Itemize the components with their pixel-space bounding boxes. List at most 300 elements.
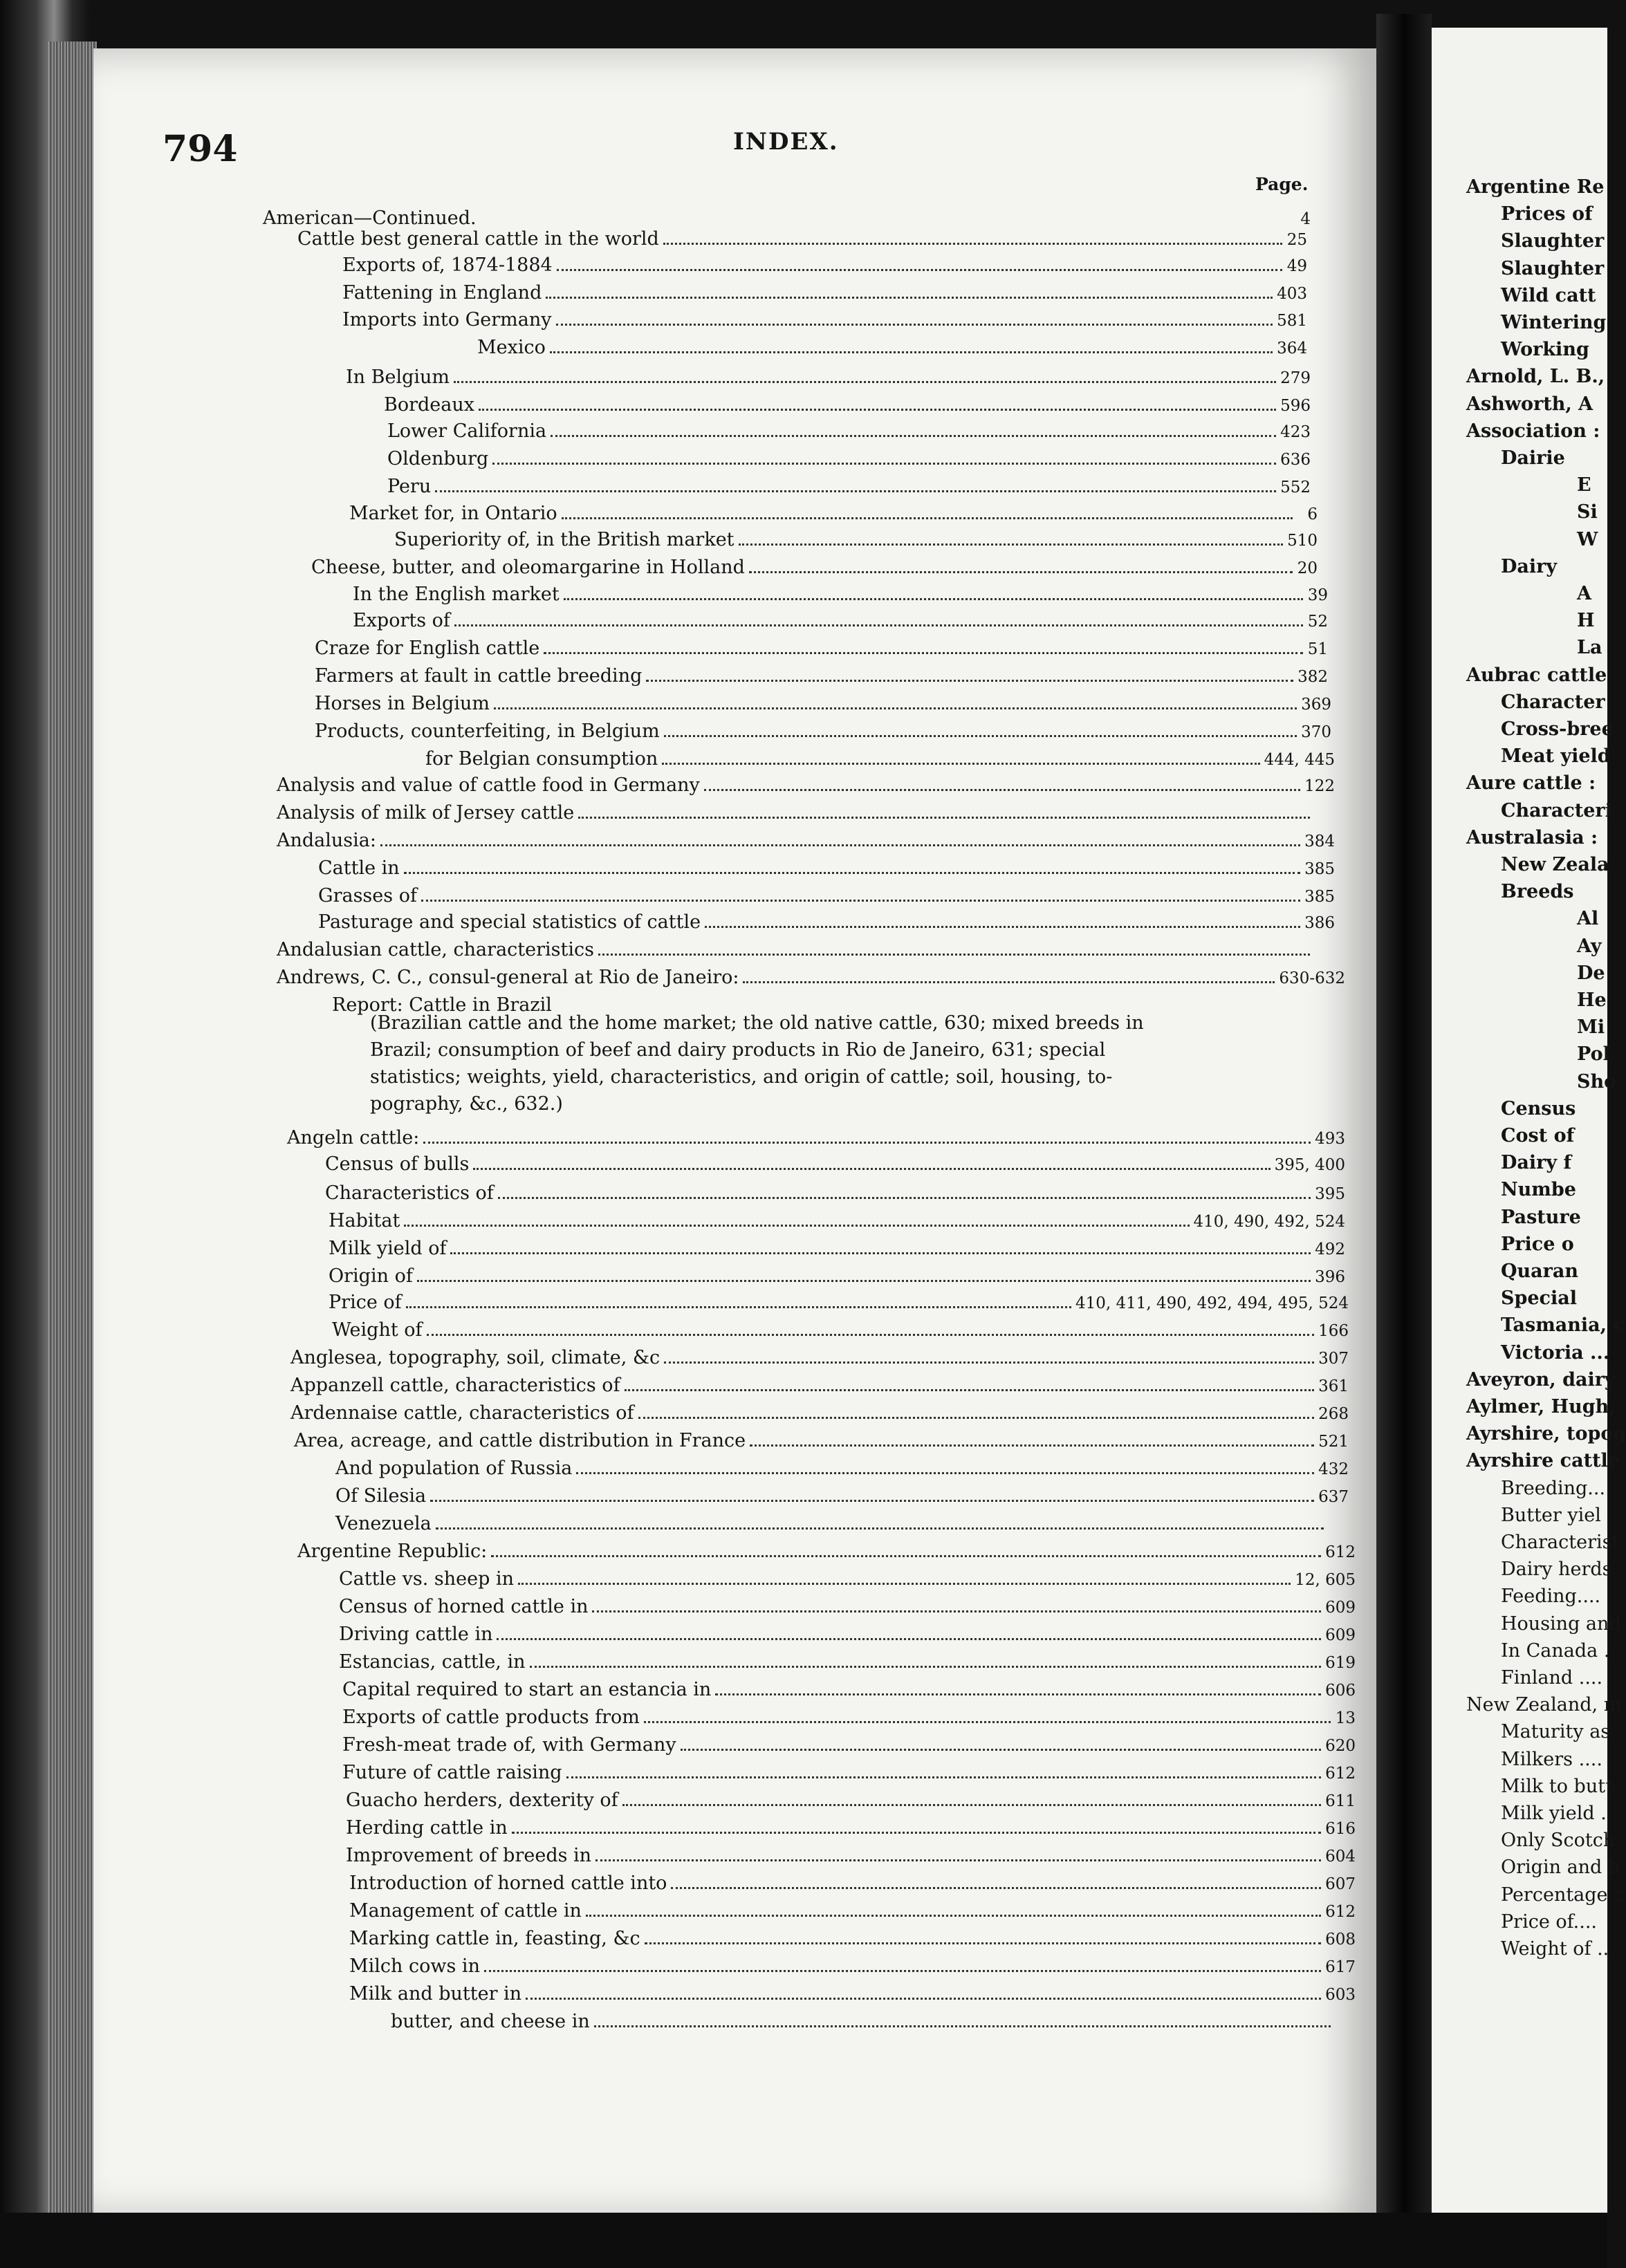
leader-dots: [595, 1848, 1321, 1861]
index-entry: [349, 1872, 1356, 1896]
index-entry-label: Herding cattle in: [346, 1817, 508, 1839]
index-entry-label: Characteristics of: [325, 1182, 494, 1204]
index-entry-label: Anglesea, topography, soil, climate, &c: [290, 1347, 660, 1368]
right-page-entry: La: [1577, 637, 1602, 659]
right-page-entry: Price o: [1501, 1233, 1574, 1255]
index-entry-label: butter, and cheese in: [391, 2011, 590, 2032]
index-entry-label: Superiority of, in the British market: [394, 529, 735, 550]
leader-dots: [497, 1627, 1321, 1640]
leader-dots: [526, 1987, 1321, 2000]
index-entry-label: Andalusia:: [277, 830, 376, 851]
index-entry-page: 369: [1301, 696, 1331, 714]
leader-dots: [586, 1904, 1321, 1917]
right-page-entry: Characterist: [1501, 1532, 1620, 1553]
index-entry-page: 410, 490, 492, 524: [1193, 1213, 1345, 1231]
index-entry-page: 609: [1325, 1626, 1356, 1644]
index-entry: [294, 1430, 1349, 1453]
leader-dots: [430, 1489, 1314, 1502]
index-entry-page: 307: [1318, 1350, 1349, 1368]
leader-dots: [494, 696, 1297, 709]
index-entry-label: Grasses of: [318, 885, 417, 907]
index-entry-page: 611: [1325, 1792, 1356, 1810]
index-entry-page: 410, 411, 490, 492, 494, 495, 524: [1075, 1294, 1349, 1312]
index-entry: [425, 748, 1335, 772]
index-entry: [342, 282, 1307, 306]
report-line: pography, &c., 632.): [370, 1093, 563, 1115]
right-page-entry: Butter yiel: [1501, 1504, 1601, 1526]
right-page-entry: Australasia :: [1466, 826, 1598, 848]
index-entry-label: Farmers at fault in cattle breeding: [315, 665, 643, 687]
right-page-entry: New Zeala: [1501, 854, 1609, 875]
index-entry: [349, 503, 1318, 526]
index-entry-label: Analysis of milk of Jersey cattle: [277, 802, 575, 824]
leader-dots: [454, 370, 1276, 383]
index-entry-label: And population of Russia: [335, 1458, 573, 1479]
right-page-entry: Ayrshire cattle: [1466, 1450, 1620, 1472]
index-entry-page: 364: [1277, 340, 1307, 357]
index-entry-page: 619: [1325, 1654, 1356, 1672]
leader-dots: [644, 1710, 1331, 1723]
index-entry-label: Exports of: [353, 610, 450, 631]
index-entry-label: Bordeaux: [384, 394, 474, 416]
index-entry-label: Fattening in England: [342, 282, 542, 304]
index-entry-label: Cattle vs. sheep in: [339, 1568, 515, 1590]
index-entry-page: 13: [1335, 1709, 1356, 1727]
index-entry-label: Area, acreage, and cattle distribution in France: [294, 1430, 746, 1451]
index-entry-page: 612: [1325, 1765, 1356, 1783]
index-entry-label: Introduction of horned cattle into: [349, 1872, 667, 1894]
right-page-entry: Quaran: [1501, 1261, 1578, 1282]
index-entry-label: for Belgian consumption: [425, 748, 658, 770]
index-entry-page: 493: [1315, 1130, 1345, 1148]
report-description: [370, 1010, 1276, 1117]
right-page-entry: Price of....: [1501, 1911, 1598, 1933]
index-entry: [342, 254, 1307, 278]
index-entry: [315, 638, 1328, 661]
right-page-entry: Slaughter: [1501, 257, 1605, 279]
index-entry-label: Of Silesia: [335, 1485, 427, 1507]
index-entry: [349, 1928, 1356, 1951]
index-entry-page: 617: [1325, 1958, 1356, 1976]
index-entry-page: 403: [1277, 285, 1307, 303]
index-entry: [332, 1319, 1349, 1343]
index-entry-label: Ardennaise cattle, characteristics of: [290, 1402, 634, 1424]
right-page-entry: New Zealand, m: [1466, 1694, 1622, 1716]
leader-dots: [705, 915, 1300, 928]
index-entry: [318, 885, 1335, 909]
index-entry-page: 607: [1325, 1875, 1356, 1893]
index-entry-page: 386: [1304, 914, 1335, 932]
right-page-entry: Breeds: [1501, 881, 1574, 903]
index-entry-page: 444, 445: [1264, 751, 1335, 769]
right-page-entry: Aveyron, dairy: [1466, 1368, 1616, 1391]
index-entry-page: 166: [1318, 1322, 1349, 1340]
index-entry: [346, 366, 1311, 390]
index-entry-label: Census of bulls: [325, 1153, 470, 1175]
leader-dots: [498, 1186, 1311, 1199]
right-page-entry: Character: [1501, 691, 1605, 713]
right-page-entry: Sho: [1577, 1070, 1617, 1093]
leader-dots: [578, 806, 1310, 819]
page-column-header: Page.: [1255, 174, 1309, 194]
leader-dots: [622, 1793, 1321, 1806]
index-entry-page: 620: [1325, 1737, 1356, 1755]
index-entry-label: Pasturage and special statistics of cattle: [318, 911, 701, 933]
page-number: 794: [163, 128, 238, 170]
index-entry-page: 49: [1286, 257, 1307, 275]
right-page-entry: Numbe: [1501, 1179, 1576, 1201]
leader-dots: [566, 1765, 1322, 1778]
index-entry: [342, 1707, 1356, 1730]
right-page-entry: Pol: [1577, 1043, 1610, 1066]
index-entry-page: 39: [1307, 586, 1328, 604]
leader-dots: [556, 313, 1273, 326]
right-page-entry: Argentine Re: [1466, 176, 1605, 198]
leader-dots: [750, 1433, 1314, 1447]
index-entry-label: Report: Cattle in Brazil: [332, 994, 552, 1016]
index-entry-page: 279: [1280, 369, 1311, 387]
leader-dots: [491, 1544, 1321, 1557]
index-entry: [391, 2011, 1356, 2034]
leader-dots: [518, 1572, 1291, 1585]
right-page-entry: Victoria ...: [1501, 1341, 1610, 1364]
index-entry-page: 384: [1304, 833, 1335, 850]
index-entry-page: 581: [1277, 312, 1307, 330]
index-entry-page: 637: [1318, 1488, 1349, 1506]
right-page-entry: Special: [1501, 1288, 1578, 1310]
right-page-entry: Dairy: [1501, 555, 1558, 577]
right-page-entry: Arnold, L. B.,: [1466, 366, 1605, 388]
index-entry-label: Milch cows in: [349, 1955, 480, 1977]
leader-dots: [594, 2014, 1331, 2027]
leader-dots: [592, 1599, 1321, 1612]
index-entry: [315, 665, 1328, 689]
index-entry: [290, 1375, 1349, 1398]
index-entry: [277, 830, 1335, 853]
leader-dots: [492, 452, 1276, 465]
right-page-entry: Pasture: [1501, 1206, 1581, 1228]
leader-dots: [512, 1821, 1321, 1834]
index-entry-label: American—Continued.: [263, 207, 477, 229]
right-page-entry: Cross-bree: [1501, 718, 1614, 740]
leader-dots: [638, 1406, 1315, 1419]
index-entry-label: Cattle best general cattle in the world: [297, 228, 659, 250]
index-entry-page: 122: [1304, 777, 1335, 795]
index-entry-label: Cheese, butter, and oleomargarine in Holland: [311, 557, 745, 578]
right-page-entry: Milkers ....: [1501, 1748, 1602, 1770]
index-entry: [315, 693, 1331, 716]
index-entry-page: 521: [1318, 1433, 1349, 1451]
leader-dots: [704, 778, 1300, 791]
index-entry-page: 612: [1325, 1903, 1356, 1921]
index-entry-label: Peru: [387, 476, 432, 497]
index-entry-label: Weight of: [332, 1319, 423, 1341]
index-entry-page: 604: [1325, 1848, 1356, 1866]
index-entry: [318, 857, 1335, 881]
right-page-entry: Finland ....: [1501, 1667, 1603, 1689]
index-entry-page: 268: [1318, 1405, 1349, 1423]
leader-dots: [664, 1350, 1314, 1364]
index-entry-page: 395, 400: [1274, 1156, 1345, 1174]
right-page-entry: Breeding...: [1501, 1477, 1606, 1499]
leader-dots: [576, 1461, 1314, 1474]
index-entry: [346, 1845, 1356, 1868]
index-entry: [277, 939, 1335, 963]
index-entry: [329, 1210, 1345, 1234]
index-entry-label: Products, counterfeiting, in Belgium: [315, 721, 660, 742]
leader-dots: [435, 479, 1276, 492]
index-entry: [349, 1955, 1356, 1979]
index-entry-label: Future of cattle raising: [342, 1762, 562, 1783]
index-entry-label: Estancias, cattle, in: [339, 1651, 526, 1673]
index-entry: [297, 1541, 1356, 1564]
right-page-entry: Al: [1577, 908, 1599, 930]
right-page-entry: Meat yield: [1501, 745, 1611, 768]
report-line: (Brazilian cattle and the home market; the old native cattle, 630; mixed breeds in: [370, 1012, 1144, 1034]
leader-dots: [598, 942, 1310, 956]
right-page-entry: Ayrshire, topog: [1466, 1423, 1626, 1445]
index-entry: [339, 1651, 1356, 1675]
leader-dots: [454, 613, 1303, 626]
index-entry-page: 636: [1280, 451, 1311, 469]
index-entry-label: Capital required to start an estancia in: [342, 1679, 712, 1700]
index-entry: [335, 1513, 1349, 1536]
leader-dots: [481, 213, 1286, 224]
index-entry-page: 51: [1307, 640, 1328, 658]
index-entry: [311, 557, 1318, 580]
report-line: Brazil; consumption of beef and dairy products in Rio de Janeiro, 631; special: [370, 1039, 1106, 1061]
index-entry-page: 616: [1325, 1820, 1356, 1838]
index-entry-label: Exports of, 1874-1884: [342, 254, 553, 276]
index-entry-label: Fresh-meat trade of, with Germany: [342, 1734, 676, 1756]
leader-dots: [739, 532, 1284, 546]
index-entry-page: 25: [1286, 231, 1307, 249]
right-page-entry: A: [1577, 583, 1591, 604]
right-page-entry: Housing and: [1501, 1612, 1621, 1635]
leader-dots: [484, 1959, 1321, 1972]
right-page-entry: Aure cattle :: [1466, 772, 1596, 794]
right-page-entry: Tasmania, c: [1501, 1314, 1625, 1337]
index-entry: [290, 1347, 1349, 1370]
index-entry: [346, 1790, 1356, 1813]
index-entry-label: Management of cattle in: [349, 1900, 582, 1922]
index-entry-page: 609: [1325, 1599, 1356, 1617]
index-entry: [477, 337, 1307, 360]
index-entry-label: Lower California: [387, 420, 547, 442]
leader-dots: [473, 1157, 1270, 1170]
leader-dots: [715, 1682, 1321, 1695]
index-entry-label: Angeln cattle:: [287, 1127, 420, 1149]
right-page-entry: De: [1577, 962, 1605, 984]
index-entry-label: Horses in Belgium: [315, 693, 490, 714]
index-entry-label: In the English market: [353, 584, 560, 605]
index-entry-page: 385: [1304, 860, 1335, 878]
index-entry: [387, 476, 1311, 499]
index-entry: [315, 721, 1331, 744]
right-page-entry: Census: [1501, 1097, 1576, 1119]
report-line: statistics; weights, yield, characteristics, and origin of cattle; soil, housing, to-: [370, 1066, 1113, 1088]
index-entry-page: 12, 605: [1295, 1571, 1356, 1589]
index-entry: [287, 1127, 1345, 1151]
index-entry-label: Exports of cattle products from: [342, 1707, 640, 1728]
leader-dots: [663, 232, 1282, 245]
leader-dots: [530, 1655, 1322, 1668]
right-page-entry: Weight of ..: [1501, 1938, 1609, 1960]
right-page-entry: H: [1577, 610, 1595, 632]
index-entry-page: 4: [1300, 210, 1311, 228]
right-page-entry: Cost of: [1501, 1125, 1575, 1146]
right-page-entry: Wintering: [1501, 312, 1607, 333]
right-page-entry: Working: [1501, 339, 1589, 361]
right-page-entry: Dairie: [1501, 447, 1565, 469]
index-entry-page: 510: [1287, 532, 1318, 550]
leader-dots: [564, 587, 1303, 600]
leader-dots: [743, 970, 1275, 983]
index-entry-label: Milk yield of: [329, 1238, 447, 1259]
index-entry: [329, 1238, 1345, 1261]
index-entry: [342, 1679, 1356, 1702]
index-entry: [342, 1734, 1356, 1758]
index-entry-page: 596: [1280, 397, 1311, 415]
leader-dots: [550, 340, 1273, 353]
index-entry-label: Analysis and value of cattle food in Germany: [277, 774, 700, 796]
right-page-entry: Slaughter: [1501, 230, 1605, 252]
index-entry-page: 612: [1325, 1543, 1356, 1561]
index-entry-label: Cattle in: [318, 857, 400, 879]
index-entry-page: 492: [1315, 1240, 1345, 1258]
index-entry: [353, 610, 1328, 633]
index-entry-page: 396: [1315, 1268, 1345, 1286]
index-entry: [394, 529, 1318, 552]
index-entry: [339, 1624, 1356, 1647]
right-page-entry: Ay: [1577, 935, 1602, 957]
leader-dots: [671, 1876, 1321, 1889]
right-page-entry: Percentage c: [1501, 1884, 1625, 1906]
index-entry: [387, 448, 1311, 472]
right-page-entry: Si: [1577, 501, 1598, 523]
right-page-entry: Ashworth, A: [1466, 393, 1593, 415]
leader-dots: [436, 1516, 1324, 1530]
leader-dots: [544, 641, 1303, 654]
right-page-entry: Aylmer, Hugh,: [1466, 1396, 1616, 1418]
right-page-entry: He: [1577, 989, 1607, 1011]
leader-dots: [625, 1378, 1315, 1391]
index-entry: [339, 1596, 1356, 1619]
index-entry-page: 608: [1325, 1931, 1356, 1949]
leader-dots: [645, 1931, 1321, 1944]
index-entry-label: Market for, in Ontario: [349, 503, 557, 524]
index-entry-label: Milk and butter in: [349, 1983, 522, 2005]
index-entry-label: Venezuela: [335, 1513, 432, 1534]
leader-dots: [421, 889, 1300, 902]
leader-dots: [380, 833, 1300, 846]
index-entry-page: 423: [1280, 423, 1311, 441]
leader-dots: [404, 861, 1300, 874]
index-entry-label: Guacho herders, dexterity of: [346, 1790, 618, 1811]
index-entry-label: Improvement of breeds in: [346, 1845, 592, 1866]
right-page-entry: Wild catt: [1501, 284, 1596, 306]
index-entry: [277, 967, 1345, 990]
index-entry-label: Mexico: [477, 337, 546, 358]
index-entry-label: Oldenburg: [387, 448, 489, 470]
index-entry: [277, 774, 1335, 798]
index-entry-page: 432: [1318, 1460, 1349, 1478]
index-entry-label: Imports into Germany: [342, 309, 552, 331]
index-entry: [297, 228, 1307, 252]
leader-dots: [681, 1738, 1321, 1751]
leader-dots: [749, 560, 1293, 573]
index-entry-label: Origin of: [329, 1265, 413, 1287]
index-entry: [346, 1817, 1356, 1841]
leader-dots: [664, 724, 1297, 737]
right-page-entry: Aubrac cattle: [1466, 664, 1607, 686]
index-entry-label: Craze for English cattle: [315, 638, 540, 659]
leader-dots: [479, 398, 1276, 411]
index-entry-label: Census of horned cattle in: [339, 1596, 589, 1617]
index-entry: [387, 420, 1311, 444]
leader-dots: [646, 669, 1293, 682]
index-entry: [290, 1402, 1349, 1426]
right-page-entry: Prices of: [1501, 203, 1593, 225]
right-page-entry: Mi: [1577, 1016, 1605, 1039]
index-entry: [277, 802, 1335, 826]
index-entry: [335, 1458, 1349, 1481]
index-entry-page: 361: [1318, 1377, 1349, 1395]
index-entry-label: In Belgium: [346, 366, 450, 388]
index-entry: [318, 911, 1335, 935]
index-entry: [342, 1762, 1356, 1785]
book-gutter: [1376, 14, 1432, 2213]
leader-dots: [662, 752, 1259, 765]
right-page-entry: Maturity as: [1501, 1721, 1611, 1743]
index-entry-page: 552: [1280, 478, 1311, 496]
page-title: INDEX.: [733, 128, 839, 156]
index-entry: [353, 584, 1328, 607]
leader-dots: [423, 1131, 1311, 1144]
right-page-entry: Association :: [1466, 420, 1600, 442]
index-entry-label: Appanzell cattle, characteristics of: [290, 1375, 620, 1396]
leader-dots: [546, 286, 1273, 299]
index-entry: [263, 207, 1311, 231]
index-entry-label: Andalusian cattle, characteristics: [277, 939, 594, 960]
leader-dots: [562, 506, 1293, 519]
index-entry: [339, 1568, 1356, 1592]
index-entry-label: Marking cattle in, feasting, &c: [349, 1928, 640, 1949]
right-page-entry: Dairy f: [1501, 1152, 1572, 1174]
index-entry: [325, 1182, 1345, 1206]
index-entry-label: Andrews, C. C., consul-general at Rio de Janeiro:: [277, 967, 739, 988]
index-entry: [349, 1983, 1356, 2007]
right-page-entry: Feeding....: [1501, 1586, 1601, 1608]
index-entry: [329, 1292, 1349, 1315]
right-page-entry: Only Scotch: [1501, 1830, 1616, 1852]
index-entry-page: 52: [1307, 613, 1328, 631]
index-entry-page: 370: [1301, 723, 1331, 741]
leader-dots: [427, 1323, 1315, 1336]
right-page-entry: In Canada .: [1501, 1639, 1610, 1662]
index-entry-page: 630-632: [1279, 969, 1345, 987]
index-entry-label: Price of: [329, 1292, 402, 1313]
index-entry-label: Driving cattle in: [339, 1624, 493, 1645]
leader-dots: [417, 1269, 1311, 1282]
right-page-entry: Milk to butt: [1501, 1775, 1613, 1797]
leader-dots: [406, 1295, 1071, 1308]
index-entry: [329, 1265, 1345, 1289]
index-entry: [349, 1900, 1356, 1924]
leader-dots: [450, 1241, 1311, 1254]
right-page-entry: Origin and h: [1501, 1857, 1620, 1879]
right-page-entry: W: [1577, 528, 1598, 550]
